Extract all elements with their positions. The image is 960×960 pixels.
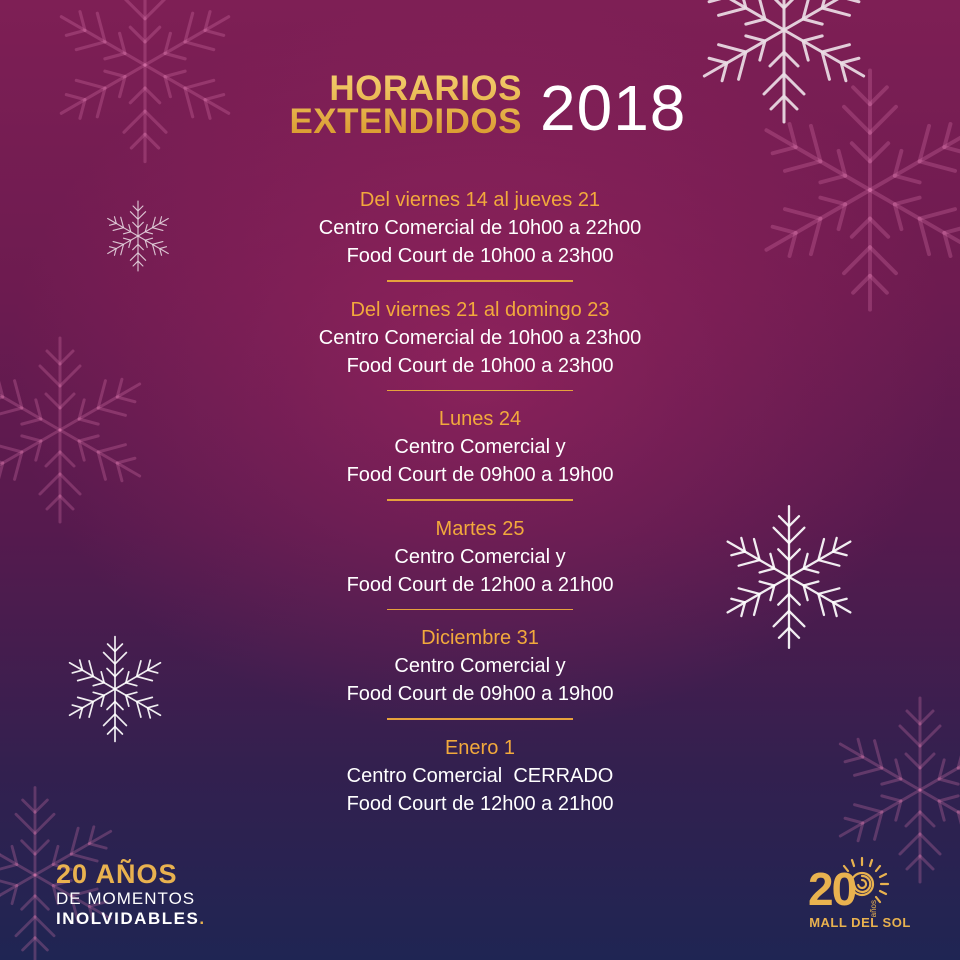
title-line1: HORARIOS <box>329 69 522 108</box>
title <box>0 69 960 144</box>
period-heading: Enero 1 <box>444 736 516 759</box>
divider <box>387 609 573 611</box>
period-line: Food Court de 12h00 a 21h00 <box>346 792 614 815</box>
schedule-period <box>180 405 780 489</box>
period-line: Food Court de 09h00 a 19h00 <box>346 464 614 486</box>
period-heading: Lunes 24 <box>438 408 522 430</box>
period-heading: Del viernes 14 al jueves 21 <box>359 189 601 211</box>
divider <box>387 718 573 720</box>
period-heading: Del viernes 21 al domingo 23 <box>350 298 610 321</box>
period-line: Food Court de 10h00 a 23h00 <box>346 354 614 377</box>
snowflake-icon <box>0 330 160 530</box>
schedule-period <box>180 296 780 380</box>
period-line: Centro Comercial y <box>394 436 566 458</box>
period-line: Centro Comercial CERRADO <box>346 764 614 787</box>
schedule-period <box>180 734 780 818</box>
logo-name: MALL DEL SOL <box>809 915 911 930</box>
schedule-period <box>180 515 780 599</box>
mall-logo <box>806 852 916 936</box>
tagline-unforgettable <box>56 909 206 929</box>
snowflake-icon <box>58 632 172 746</box>
title-line2: EXTENDIDOS <box>289 102 522 141</box>
period-line: Food Court de 10h00 a 23h00 <box>346 245 614 267</box>
logo-anos: años <box>869 900 878 918</box>
divider <box>387 390 573 392</box>
divider <box>387 280 573 282</box>
title-year: 2018 <box>540 72 687 144</box>
period-heading: Diciembre 31 <box>421 627 539 649</box>
tagline-dot: . <box>199 909 206 928</box>
tagline-unforgettable-text: INOLVIDABLES <box>56 909 200 928</box>
period-line: Food Court de 09h00 a 19h00 <box>346 683 614 705</box>
period-line: Food Court de 12h00 a 21h00 <box>346 573 614 596</box>
period-line: Centro Comercial de 10h00 a 22h00 <box>318 217 642 239</box>
period-heading: Martes 25 <box>435 517 525 540</box>
tagline-moments: DE MOMENTOS <box>56 889 196 908</box>
title-gold <box>289 69 522 141</box>
period-line: Centro Comercial de 10h00 a 23h00 <box>318 326 642 349</box>
snowflake-icon <box>100 198 176 274</box>
schedule-list <box>180 186 780 818</box>
anniversary-tagline <box>56 859 206 929</box>
period-line: Centro Comercial y <box>394 545 566 568</box>
logo-number: 20 <box>808 863 856 915</box>
period-line: Centro Comercial y <box>394 655 566 677</box>
schedule-period <box>180 186 780 270</box>
tagline-years: 20 AÑOS <box>56 859 178 889</box>
divider <box>387 499 573 501</box>
schedule-period <box>180 624 780 708</box>
